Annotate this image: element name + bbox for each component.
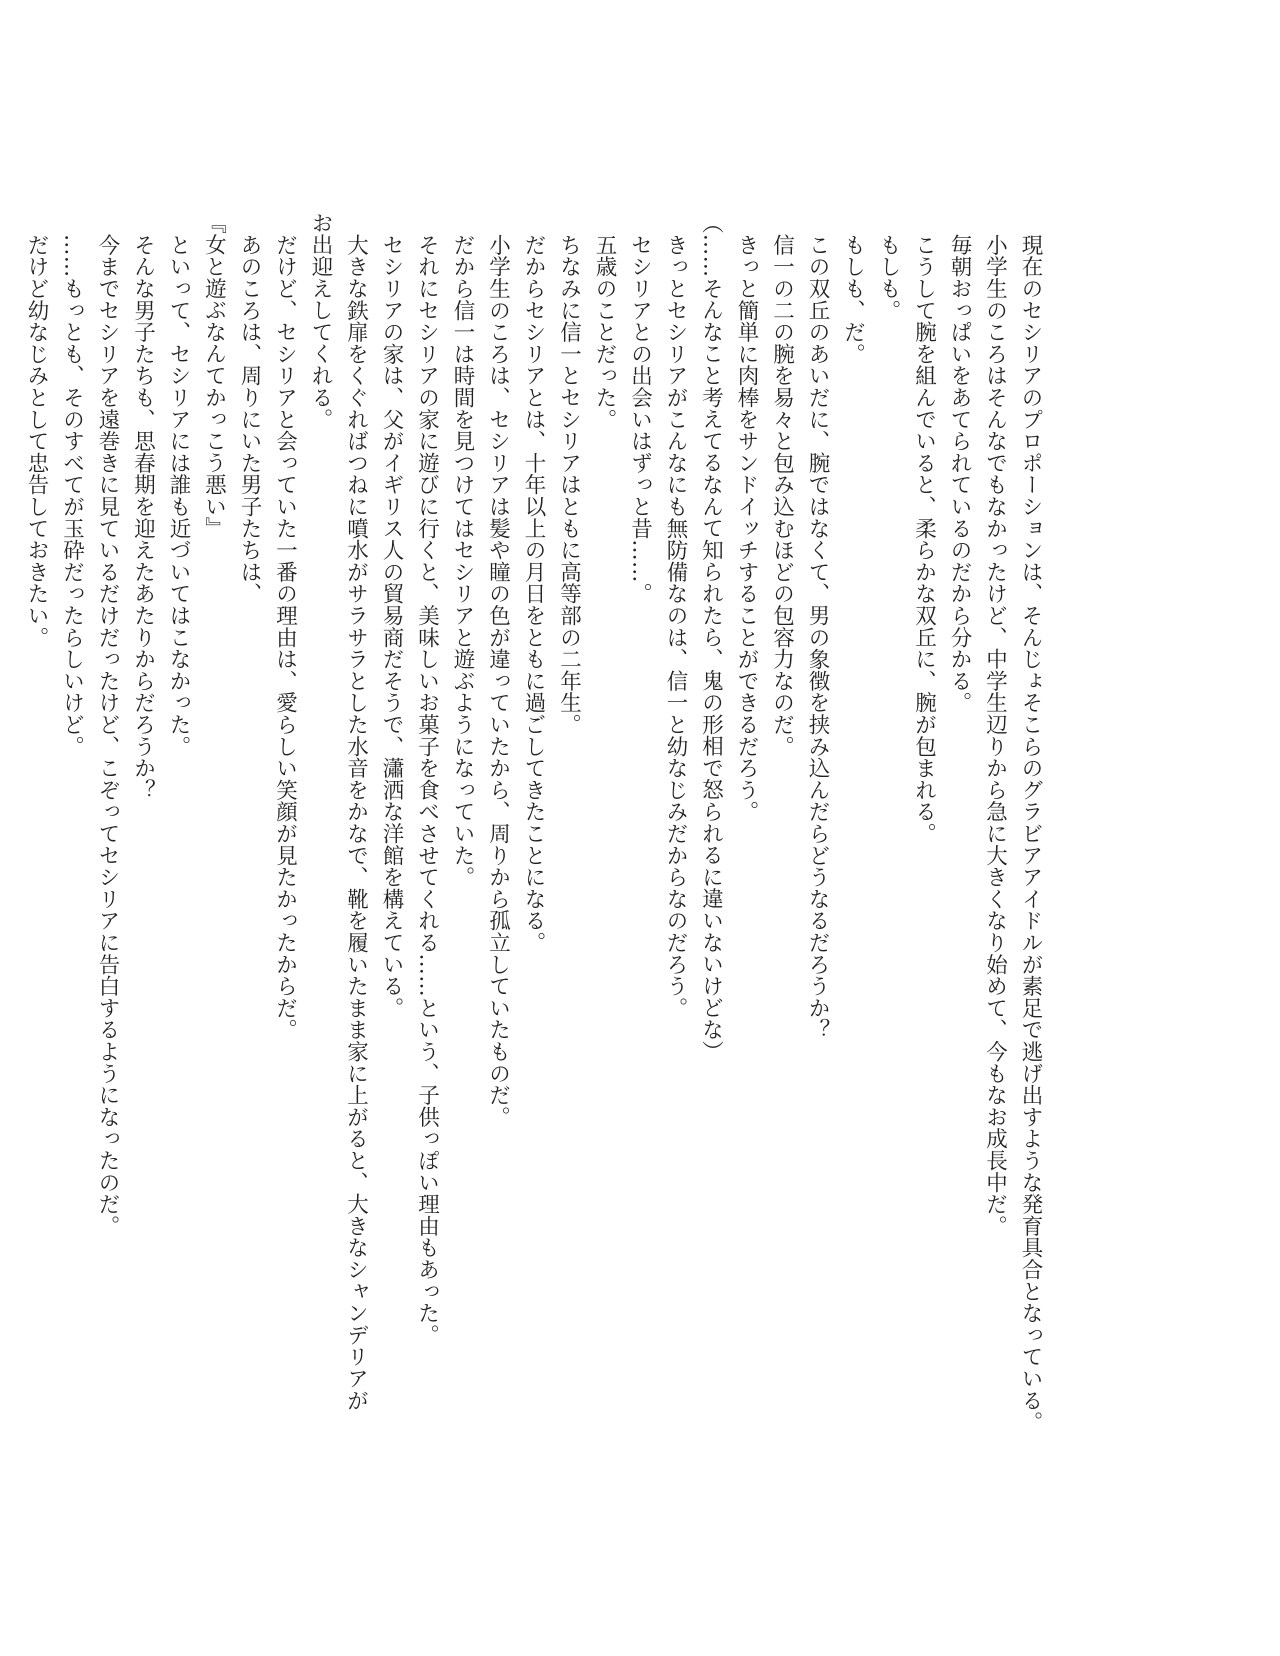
text-line: だから信一は時間を見つけてはセシリアと遊ぶようになっていた。 — [450, 233, 475, 888]
text-line: セシリアの家は、父がイギリス人の貿易商だそうで、瀟洒な洋館を構えている。 — [379, 233, 404, 1019]
text-line: きっとセシリアがこんなにも無防備なのは、信一と幼なじみだからなのだろう。 — [663, 233, 688, 1019]
text-line: あのころは、周りにいた男子たちは、 — [237, 233, 262, 605]
text-line: 現在のセシリアのプロポーションは、そんじょそこらのグラビアアイドルが素足で逃げ出すような発育具合となっている。 — [1018, 233, 1043, 1433]
text-line: お出迎えしてくれる。 — [308, 212, 333, 430]
text-line: 大きな鉄扉をくぐればつねに噴水がサラサラとした水音をかなで、靴を履いたまま家に上がると、大きなシャンデリアが — [343, 233, 369, 1411]
text-line: もしも、だ。 — [840, 233, 866, 365]
text-line: 五歳のことだった。 — [592, 233, 617, 430]
text-line: この双丘のあいだに、腕ではなくて、男の象徴を挟み込んだらどうなるだろうか？ — [805, 233, 830, 1041]
text-line: それにセシリアの家に遊びに行くと、美味しいお菓子を食べさせてくれる……という、子供っぽい理由もあった。 — [414, 233, 440, 1346]
vertical-body-text — [19, 212, 1049, 1433]
text-line: ……もっとも、そのすべてが玉砕だったらしいけど。 — [59, 233, 85, 757]
text-line: きっと簡単に肉棒をサンドイッチすることができるだろう。 — [734, 233, 759, 823]
text-line: といって、セシリアには誰も近づいてはこなかった。 — [166, 233, 191, 757]
text-line: 小学生のころはそんなでもなかったけど、中学生辺りから急に大きくなり始めて、今もなお成長中だ。 — [982, 233, 1008, 1237]
text-line: 信一の二の腕を易々と包み込むほどの包容力なのだ。 — [769, 233, 795, 757]
text-line: もしも。 — [876, 233, 901, 321]
text-line: だけど、セシリアと会っていた一番の理由は、愛らしい笑顔が見たかったからだ。 — [272, 233, 298, 1041]
text-line: 小学生のころは、セシリアは髪や瞳の色が違っていたから、周りから孤立していたものだ。 — [485, 233, 511, 1128]
text-line: こうして腕を組んでいると、柔らかな双丘に、腕が包まれる。 — [911, 233, 937, 844]
text-line: だからセシリアとは、十年以上の月日をともに過ごしてきたことになる。 — [521, 233, 546, 953]
text-line: ちなみに信一とセシリアはともに高等部の二年生。 — [556, 233, 582, 735]
text-line: （……そんなこと考えてるなんて知られたら、鬼の形相で怒られるに違いないけどな） — [698, 212, 724, 1063]
text-line: そんな男子たちも、思春期を迎えたあたりからだろうか？ — [130, 233, 156, 801]
text-line: 『女と遊ぶなんてかっこう悪い』 — [201, 212, 227, 539]
text-line: 今までセシリアを遠巻きに見ているだけだったけど、こぞってセシリアに告白するようになったのだ。 — [95, 233, 120, 1237]
text-line: 毎朝おっぱいをあてられているのだから分かる。 — [947, 233, 972, 714]
text-line: だけど幼なじみとして忠告しておきたい。 — [24, 233, 49, 648]
text-line: セシリアとの出会いはずっと昔……。 — [627, 233, 653, 605]
